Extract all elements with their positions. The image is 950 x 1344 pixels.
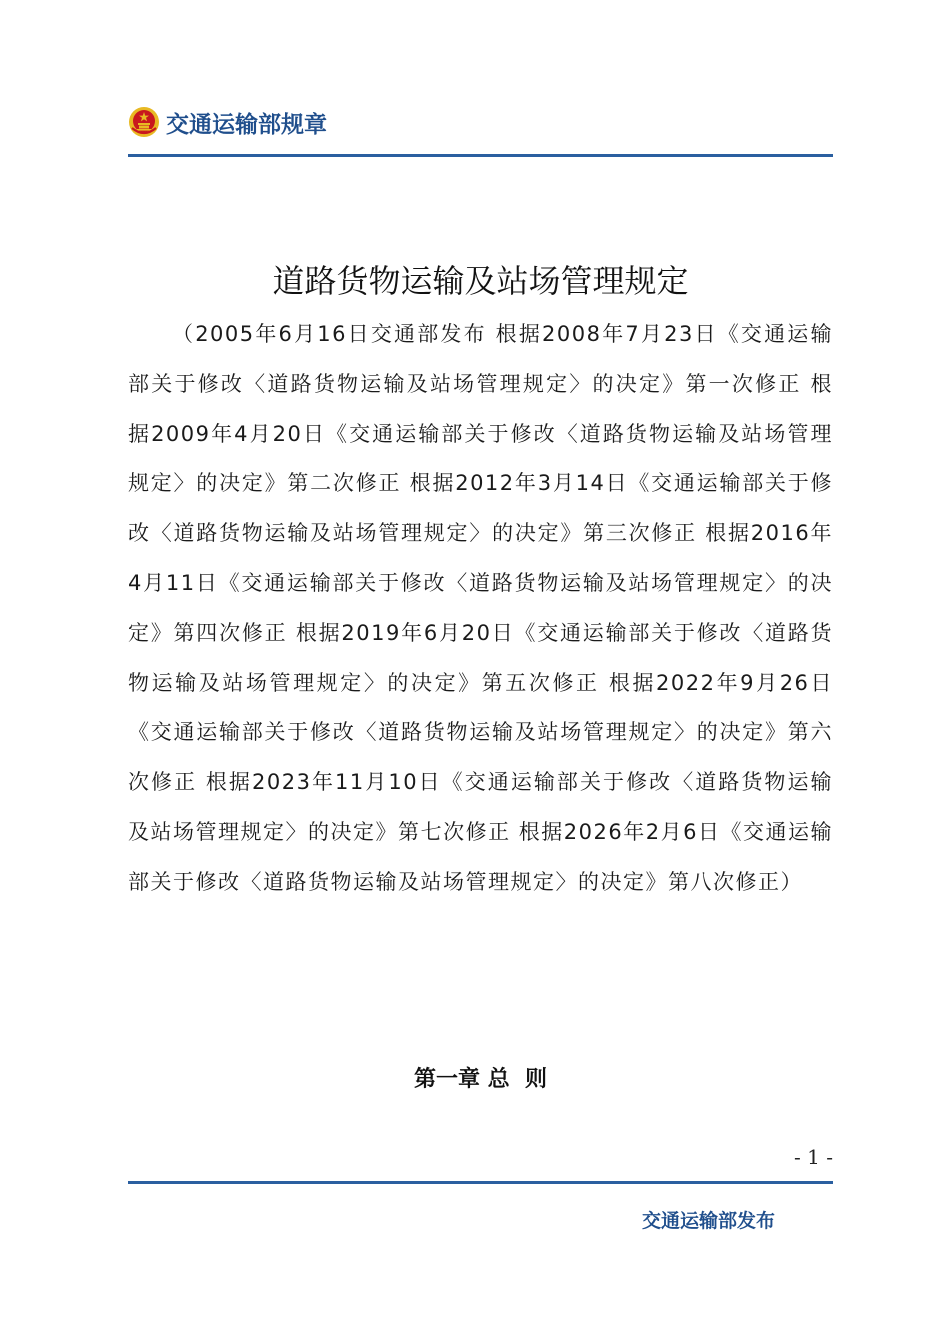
footer-divider	[128, 1181, 833, 1184]
document-title: 道路货物运输及站场管理规定	[272, 262, 689, 300]
footer-publisher: 交通运输部发布	[641, 1210, 775, 1232]
revision-history	[128, 310, 833, 908]
header-divider	[128, 154, 833, 157]
page-number: - 1 -	[794, 1145, 833, 1169]
national-emblem-icon	[128, 106, 160, 138]
page-header	[128, 100, 327, 144]
chapter-heading: 第一章 总 则	[414, 1067, 547, 1092]
header-title: 交通运输部规章	[166, 111, 327, 138]
revision-history-text: （2005年6月16日交通部发布 根据2008年7月23日《交通运输部关于修改〈道路货物运输及站场管理规定〉的决定》第一次修正 根据2009年4月20日《交通运输部关于修改〈道路货物运输及站场管理规定〉的决定》第二次修正 根据2012年3月14日《交通运输部关于修改〈道路货物运输及站场管理规定〉的决定》第三次修正 根据2016年4月11日《交通运输部关于修改〈道路货物运输及站场管理规定〉的决定》第四次修正 根据2019年6月20日《交通运输部关于修改〈道路货物运输及站场管理规定〉的决定》第五次修正 根据2022年9月26日《交通运输部关于修改〈道路货物运输及站场管理规定〉的决定》第六次修正 根据2023年11月10日《交通运输部关于修改〈道路货物运输及站场管理规定〉的决定》第七次修正 根据2026年2月6日《交通运输部关于修改〈道路货物运输及站场管理规定〉的决定》第八次修正）	[128, 322, 833, 894]
